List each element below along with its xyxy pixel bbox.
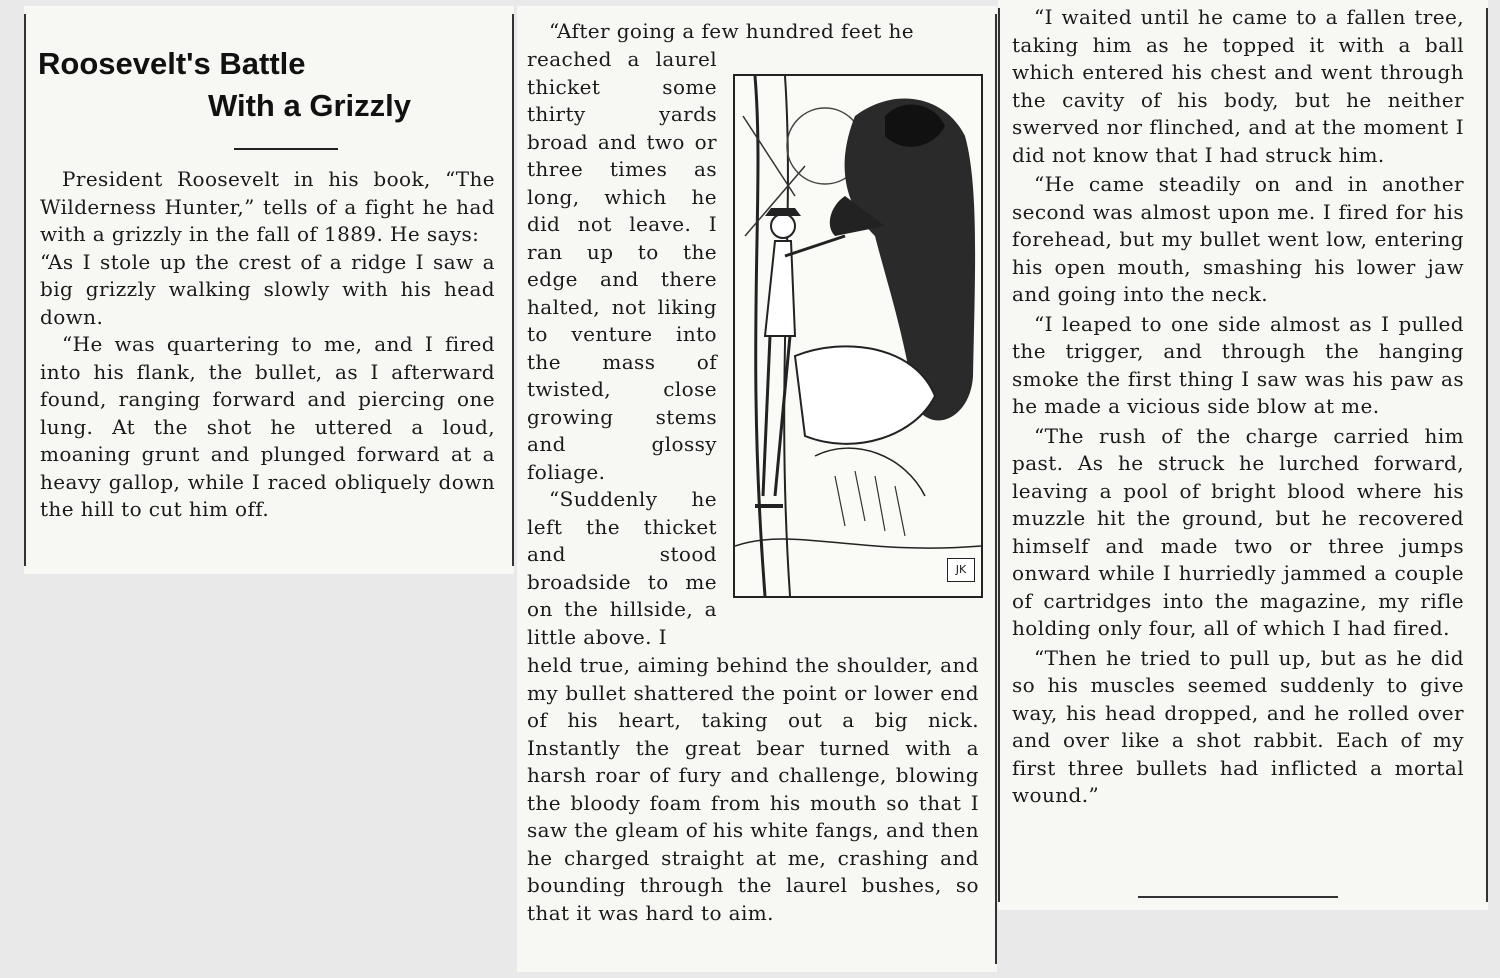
column-3-text — [1012, 4, 1464, 812]
paragraph: “He came steadily on and in another second was almost upon me. I fired for his forehead, but my bullet went low, entering his open mouth, smashing his lower jaw and going into the neck. — [1012, 172, 1464, 306]
column-rule — [1486, 8, 1488, 902]
column-1-text — [40, 166, 495, 524]
column-2-continuation: held true, aiming behind the shoulder, and my bullet shattered the point or lower end of his heart, taking out a big nick. Instantly the great bear turned with a harsh roar of fury and challenge, blowing the bloody foam from his mouth so that I saw the gleam of his white fangs, and then he charged straight at me, crashing and bounding through the laurel bushes, so that it was hard to aim. — [527, 653, 979, 925]
article-clip-middle — [517, 6, 997, 972]
article-clip-right — [998, 0, 1488, 910]
paragraph: reached a laurel thicket some thirty yards broad and two or three times as long, which he did not leave. I ran up to the edge and there halted, not liking to venture into the mass of twisted, close growing stems and glossy foliage. — [527, 47, 717, 484]
article-clip-headline — [24, 6, 514, 574]
paragraph: “As I stole up the crest of a ridge I saw a big grizzly walking slowly with his head down. — [40, 249, 495, 329]
column-rule — [24, 14, 26, 566]
headline-rule — [234, 148, 338, 150]
paragraph: “He was quartering to me, and I fired into his flank, the bullet, as I afterward found, ranging forward and piercing one lung. At the shot he uttered a loud, moaning grunt and plunged forward at a heavy gallop, while I raced obliquely down the hill to cut him off. — [40, 332, 495, 521]
paragraph: President Roosevelt in his book, “The Wilderness Hunter,” tells of a fight he had with a grizzly in the fall of 1889. He says: — [40, 167, 495, 246]
bear-illustration-icon — [735, 76, 981, 596]
paragraph: “I waited until he came to a fallen tree, taking him as he topped it with a ball which entered his chest and went through the cavity of his body, but he neither swerved nor flinched, and at the moment I did not know that I had struck him. — [1012, 5, 1464, 167]
column-rule — [995, 14, 997, 964]
column-rule — [512, 14, 514, 566]
paragraph-opening: “After going a few hundred feet he — [549, 19, 914, 43]
column-2-narrow-text — [527, 46, 717, 651]
paragraph: “The rush of the charge carried him past. As he struck he lurched forward, leaving a pool of bright blood where his muzzle hit the ground, but he recovered himself and made two or three jumps onward while I hurriedly jammed a couple of cartridges into the magazine, my rifle holding only four, all of which I had fired. — [1012, 423, 1464, 640]
paragraph: “Then he tried to pull up, but as he did so his muscles seemed suddenly to give way, his head dropped, and he rolled over and over like a shot rabbit. Each of my first three bullets had inflicted a mortal wound.” — [1012, 645, 1464, 807]
paragraph: “Suddenly he left the thicket and stood broadside to me on the hillside, a little above. I — [527, 487, 717, 649]
paragraph: “I leaped to one side almost as I pulled the trigger, and through the hanging smoke the first thing I saw was his paw as he made a vicious side blow at me. — [1012, 311, 1464, 418]
headline-line-2: With a Grizzly — [208, 88, 411, 123]
column-rule — [998, 8, 1000, 902]
artist-monogram: JK — [947, 558, 975, 582]
hunter-and-bear-illustration — [733, 74, 983, 598]
end-rule — [1138, 896, 1338, 898]
headline-line-1: Roosevelt's Battle — [38, 46, 306, 81]
